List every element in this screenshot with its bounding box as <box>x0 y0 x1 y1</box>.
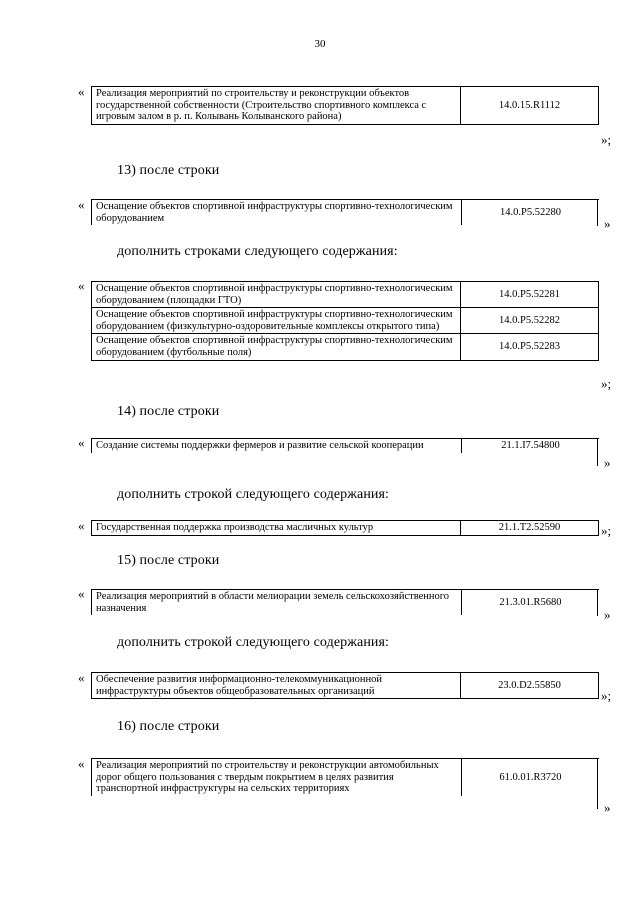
row-code: 14.0.15.R1112 <box>461 87 599 125</box>
table-row <box>92 590 600 616</box>
close-quote: » <box>604 216 611 231</box>
row-code: 61.0.01.R3720 <box>462 759 600 796</box>
table-row <box>92 673 599 699</box>
open-quote: « <box>78 84 85 99</box>
open-quote: « <box>78 756 85 771</box>
code-table <box>91 281 599 361</box>
table-edge <box>597 200 598 226</box>
open-quote: « <box>78 278 85 293</box>
table-row <box>92 308 599 334</box>
close-quote: »; <box>601 376 612 391</box>
code-table <box>91 672 599 699</box>
table-row <box>92 87 599 125</box>
row-code: 14.0.P5.52283 <box>461 334 599 360</box>
close-quote: »; <box>601 523 612 538</box>
row-code: 23.0.D2.55850 <box>461 673 599 699</box>
table-row <box>92 759 600 796</box>
paragraph: дополнить строкой следующего содержания: <box>117 487 390 502</box>
close-quote: »; <box>601 132 612 147</box>
row-code: 21.1.I7.54800 <box>462 439 600 453</box>
paragraph: дополнить строкой следующего содержания: <box>117 635 390 650</box>
row-name: Государственная поддержка производства масличных культур <box>92 521 461 536</box>
table-row <box>92 334 599 360</box>
open-quote: « <box>78 670 85 685</box>
row-name: Оснащение объектов спортивной инфраструктуры спортивно-технологическим оборудованием (футбольные поля) <box>92 334 461 360</box>
paragraph: 14) после строки <box>117 404 220 419</box>
paragraph: дополнить строками следующего содержания: <box>117 244 398 259</box>
row-name: Реализация мероприятий по строительству и реконструкции объектов государственной собственности (Строительство спортивного комплекса с игровым залом в р. п. Колывань Колыванского района) <box>92 87 461 125</box>
table-row <box>92 282 599 308</box>
page-number: 30 <box>314 38 326 50</box>
open-quote: « <box>78 586 85 601</box>
table-edge <box>597 759 598 809</box>
code-table <box>91 758 599 796</box>
table-row <box>92 200 600 226</box>
row-name: Оснащение объектов спортивной инфраструктуры спортивно-технологическим оборудованием (физкультурно-оздоровительные комплексы открытого типа) <box>92 308 461 334</box>
row-name: Оснащение объектов спортивной инфраструктуры спортивно-технологическим оборудованием <box>92 200 462 226</box>
table-edge <box>597 590 598 616</box>
open-quote: « <box>78 518 85 533</box>
row-code: 21.3.01.R5680 <box>462 590 600 616</box>
row-name: Оснащение объектов спортивной инфраструктуры спортивно-технологическим оборудованием (площадки ГТО) <box>92 282 461 308</box>
close-quote: » <box>604 800 611 815</box>
close-quote: »; <box>601 688 612 703</box>
open-quote: « <box>78 197 85 212</box>
code-table <box>91 589 599 615</box>
paragraph: 16) после строки <box>117 719 220 734</box>
code-table <box>91 199 599 225</box>
open-quote: « <box>78 435 85 450</box>
close-quote: » <box>604 607 611 622</box>
table-row <box>92 439 600 453</box>
row-code: 14.0.P5.52280 <box>462 200 600 226</box>
row-name: Обеспечение развития информационно-телекоммуникационной инфраструктуры объектов общеобразовательных организаций <box>92 673 461 699</box>
close-quote: » <box>604 455 611 470</box>
row-name: Реализация мероприятий в области мелиорации земель сельскохозяйственного назначения <box>92 590 462 616</box>
code-table <box>91 86 599 125</box>
row-name: Создание системы поддержки фермеров и развитие сельской кооперации <box>92 439 462 453</box>
table-row <box>92 521 599 536</box>
paragraph: 15) после строки <box>117 553 220 568</box>
code-table <box>91 520 599 536</box>
table-edge <box>597 439 598 466</box>
code-table <box>91 438 599 453</box>
row-code: 14.0.P5.52282 <box>461 308 599 334</box>
row-code: 21.1.T2.52590 <box>461 521 599 536</box>
row-code: 14.0.P5.52281 <box>461 282 599 308</box>
paragraph: 13) после строки <box>117 163 220 178</box>
row-name: Реализация мероприятий по строительству и реконструкции автомобильных дорог общего пользования с твердым покрытием в целях развития транспортной инфраструктуры на сельских территориях <box>92 759 462 796</box>
